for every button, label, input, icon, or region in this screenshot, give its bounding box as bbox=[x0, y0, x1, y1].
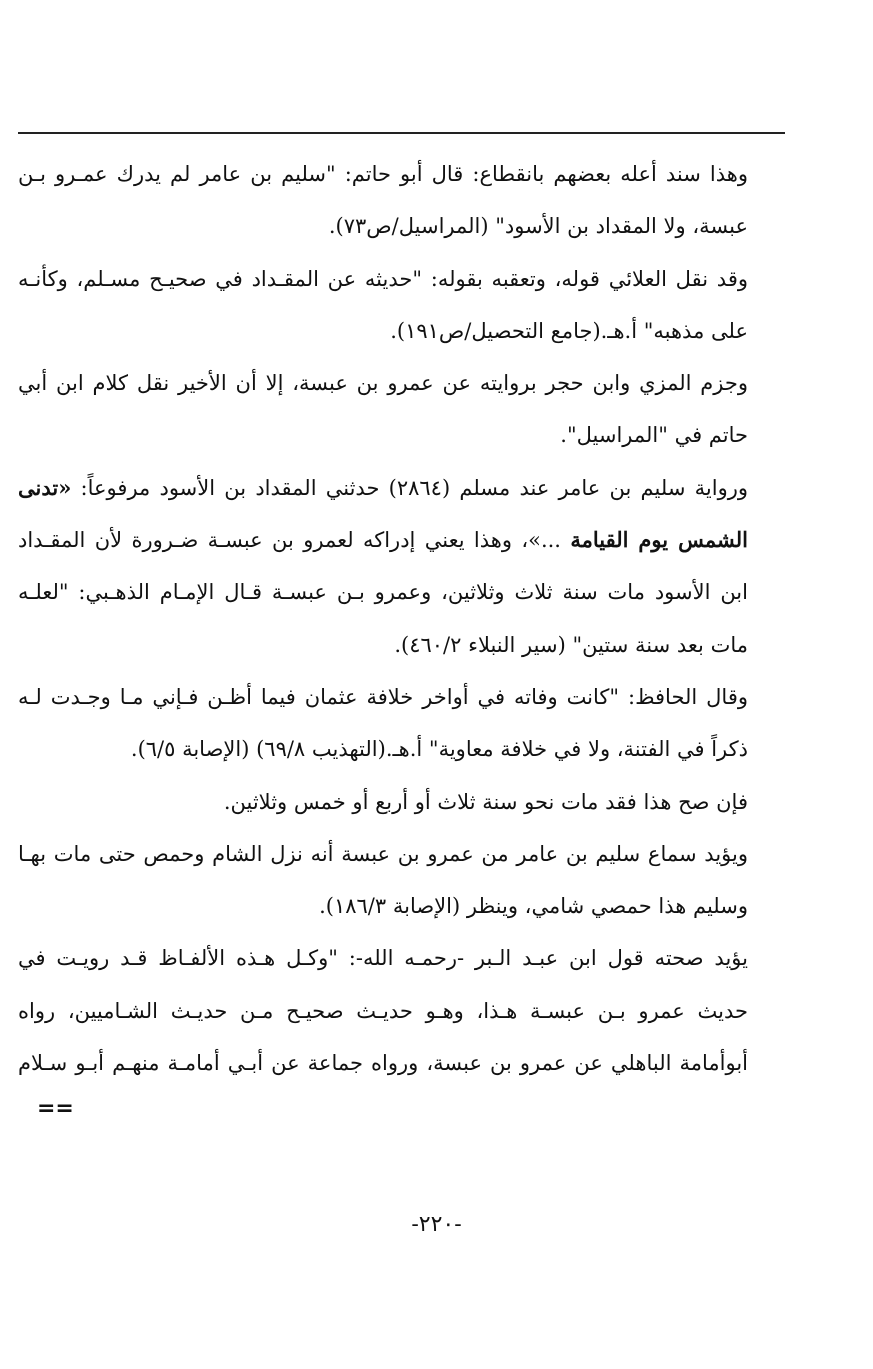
header-rule bbox=[18, 132, 785, 134]
text-line-11: وقال الحافظ: "كانت وفاته في أواخر خلافة عثمان فيما أظـن فـإني مـا وجـدت لـه bbox=[18, 684, 748, 709]
text-line-4: على مذهبه" أ.هـ.(جامع التحصيل/ص١٩١). bbox=[390, 318, 748, 343]
text-line-7: ورواية سليم بن عامر عند مسلم (٢٨٦٤) حدثني المقداد بن الأسود مرفوعاً: «تدنى bbox=[18, 474, 748, 500]
text-line-14: ويؤيد سماع سليم بن عامر من عمرو بن عبسة أنه نزل الشام وحمص حتى مات بهـا bbox=[18, 841, 748, 866]
page-number: -٢٢٠- bbox=[411, 1212, 462, 1237]
document-body bbox=[18, 148, 748, 1089]
text-line-13: فإن صح هذا فقد مات نحو سنة ثلاث أو أربع أو خمس وثلاثين. bbox=[223, 789, 748, 814]
continuation-mark: == bbox=[37, 1096, 74, 1121]
bold-phrase: الشمس يوم القيامة bbox=[570, 527, 748, 553]
text-line-18: أبوأمامة الباهلي عن عمرو بن عبسة، ورواه جماعة عن أبـي أمامـة منهـم أبـو سـلام bbox=[18, 1051, 748, 1076]
text-line-6: حاتم في "المراسيل". bbox=[560, 423, 748, 448]
text-line-10: مات بعد سنة ستين" (سير النبلاء ٤٦٠/٢). bbox=[394, 632, 748, 657]
bold-phrase: «تدنى bbox=[18, 474, 72, 500]
text-line-12: ذكراً في الفتنة، ولا في خلافة معاوية" أ.هـ.(التهذيب ٦٩/٨) (الإصابة ٦/٥). bbox=[130, 737, 748, 762]
text-line-9: ابن الأسود مات سنة ثلاث وثلاثين، وعمرو بـن عبسـة قـال الإمـام الذهـبي: "لعلـه bbox=[18, 580, 748, 605]
text-line-1: وهذا سند أعله بعضهم بانقطاع: قال أبو حاتم: "سليم بن عامر لم يدرك عمـرو بـن bbox=[18, 162, 748, 186]
text-line-16: يؤيد صحته قول ابن عبـد الـبر -رحمـه الله-: "وكـل هـذه الألفـاظ قـد رويـت في bbox=[18, 946, 748, 971]
text-line-3: وقد نقل العلائي قوله، وتعقبه بقوله: "حديثه عن المقـداد في صحيـح مسـلم، وكأنـه bbox=[18, 266, 748, 291]
text-line-5: وجزم المزي وابن حجر بروايته عن عمرو بن عبسة، إلا أن الأخير نقل كلام ابن أبي bbox=[18, 371, 748, 396]
text-line-15: وسليم هذا حمصي شامي، وينظر (الإصابة ١٨٦/٣). bbox=[319, 894, 748, 919]
text-line-17: حديث عمرو بـن عبسـة هـذا، وهـو حديـث صحيـح مـن حديـث الشـاميين، رواه bbox=[18, 998, 748, 1023]
text-line-8: الشمس يوم القيامة ...»، وهذا يعني إدراكه لعمرو بن عبسـة ضـرورة لأن المقـداد bbox=[18, 527, 748, 553]
text-line-2: عبسة، ولا المقداد بن الأسود" (المراسيل/ص٧٣). bbox=[328, 214, 748, 239]
